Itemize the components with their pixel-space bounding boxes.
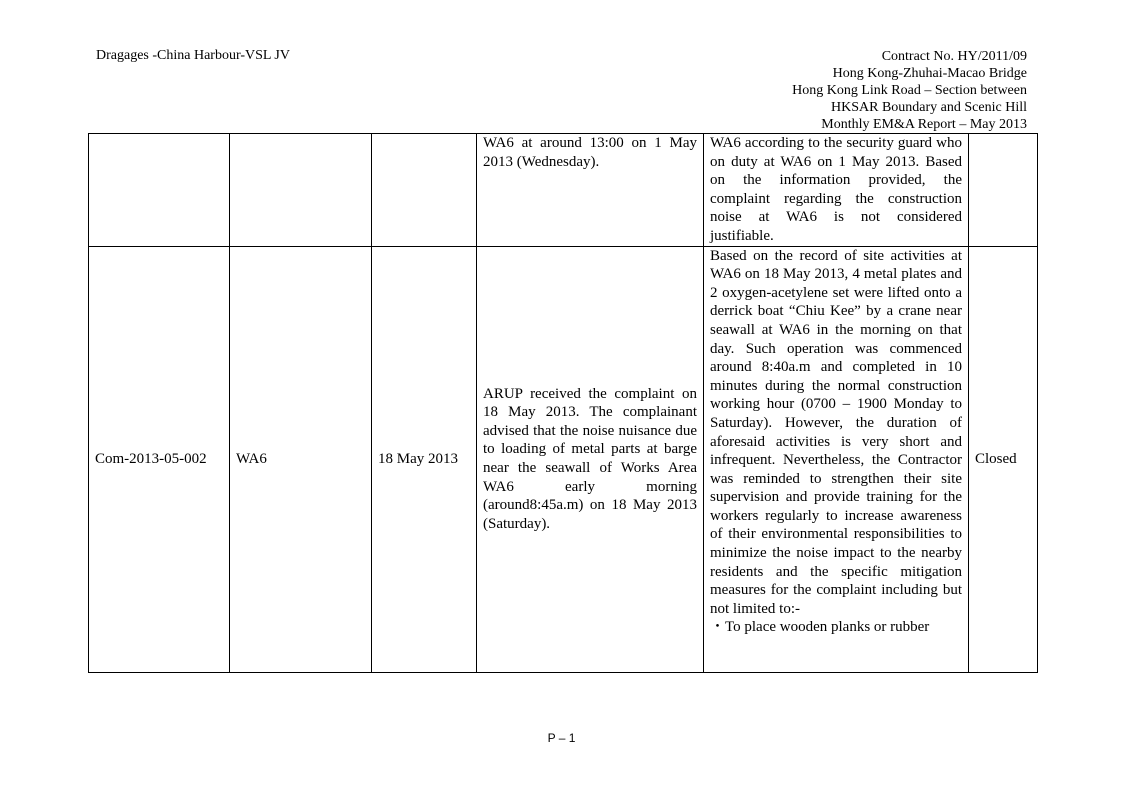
table-row <box>89 134 1038 247</box>
header-report: Monthly EM&A Report – May 2013 <box>821 117 1027 132</box>
page-number: P – 1 <box>547 731 576 745</box>
date-cell: 18 May 2013 <box>372 246 477 672</box>
header-section: Hong Kong Link Road – Section between <box>792 83 1027 98</box>
investigation-text: Based on the record of site activities at WA6 on 18 May 2013, 4 metal plates and 2 oxygen-acetylene set were lifted onto a derrick boat “Chiu Kee” by a crane near seawall at WA6 in the morning on that day. Such operation was commenced around 8:40a.m and completed in 10 minutes during the normal construction working hour (0700 – 1900 Monday to Saturday). However, the duration of aforesaid activities is very short and infrequent. Nevertheless, the Contractor was reminded to strengthen their site supervision and provide training for the workers regularly to increase awareness of their environmental responsibilities to minimize the noise impact to the nearby residents and the specific mitigation measures for the complaint including but not limited to:- <box>710 247 962 617</box>
investigation-cell <box>704 246 969 672</box>
table-row <box>89 246 1038 672</box>
header-project: Hong Kong-Zhuhai-Macao Bridge <box>832 66 1027 81</box>
investigation-cell: WA6 according to the security guard who on duty at WA6 on 1 May 2013. Based on the information provided, the complaint regarding the construction noise at WA6 is not considered justifiable. <box>704 134 969 247</box>
status-cell <box>969 134 1038 247</box>
complaint-log-table <box>88 133 1038 673</box>
header-contract-info <box>687 48 1027 133</box>
complaint-cell: WA6 at around 13:00 on 1 May 2013 (Wednesday). <box>477 134 704 247</box>
header-boundary: HKSAR Boundary and Scenic Hill <box>831 100 1027 115</box>
complaint-cell: ARUP received the complaint on 18 May 2013. The complainant advised that the noise nuisance due to loading of metal parts at barge near the seawall of Works Area WA6 early morning (around8:45a.m) on 18 May 2013 (Saturday). <box>477 246 704 672</box>
location-cell <box>230 134 372 247</box>
log-ref-cell <box>89 134 230 247</box>
log-ref-cell: Com-2013-05-002 <box>89 246 230 672</box>
location-cell: WA6 <box>230 246 372 672</box>
date-cell <box>372 134 477 247</box>
header-contract-no: Contract No. HY/2011/09 <box>881 49 1027 64</box>
status-cell: Closed <box>969 246 1038 672</box>
header-company: Dragages -China Harbour-VSL JV <box>96 48 290 63</box>
mitigation-bullet: ・To place wooden planks or rubber <box>710 619 930 636</box>
